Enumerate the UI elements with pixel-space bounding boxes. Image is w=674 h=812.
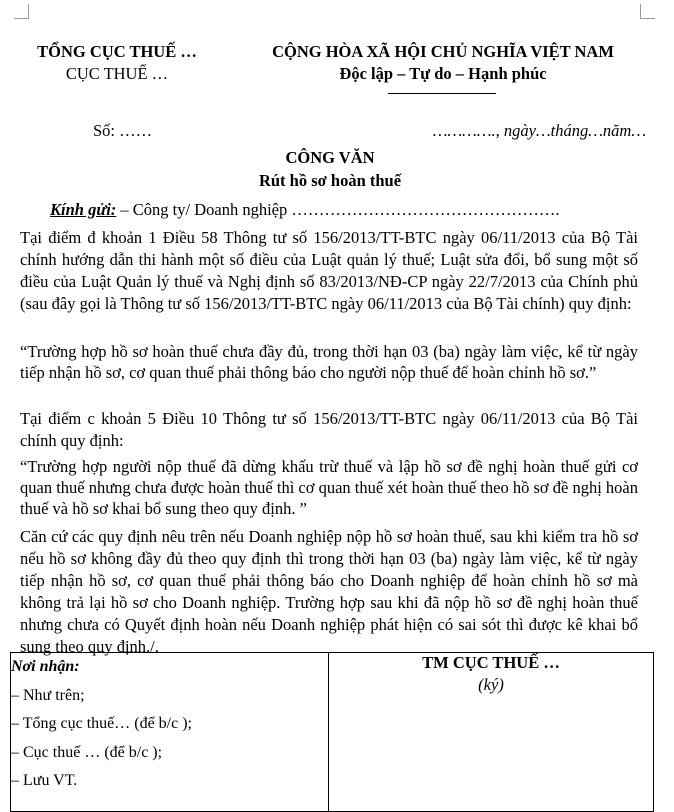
- recipients-title: Nơi nhận:: [11, 658, 80, 675]
- signature-cell: [329, 653, 654, 812]
- recipient-item: – Cục thuế … (để b/c );: [11, 743, 163, 761]
- document-number: Số: ……: [93, 121, 153, 140]
- document-subject: Rút hồ sơ hoàn thuế: [258, 171, 402, 190]
- body-paragraph-5: Căn cứ các quy định nêu trên nếu Doanh nghiệp nộp hồ sơ hoàn thuế, sau khi kiểm tra hồ sơ nếu hồ sơ không đầy đủ theo quy định thì trong thời hạn 03 (ba) ngày làm việc, kể từ ngày tiếp nhận hồ sơ, cơ quan thuế phải thông báo cho Doanh nghiệp để hoàn chỉnh hồ sơ mà không trả lại hồ sơ cho Doanh nghiệp. Trường hợp sau khi đã nộp hồ sơ đề nghị hoàn thuế nhưng chưa có Quyết định hoàn nếu Doanh nghiệp phát hiện có sai sót thì được kê khai bổ sung theo quy định./.: [20, 527, 638, 656]
- national-motto: Độc lập – Tự do – Hạnh phúc: [339, 64, 547, 83]
- agency-name: TỔNG CỤC THUẾ …: [37, 42, 197, 61]
- country-name: CỘNG HÒA XÃ HỘI CHỦ NGHĨA VIỆT NAM: [272, 42, 614, 61]
- signature-table: [10, 652, 654, 812]
- motto-underline: [388, 93, 496, 94]
- recipient-item: – Lưu VT.: [11, 772, 78, 789]
- agency-sub-name: CỤC THUẾ …: [65, 64, 169, 83]
- recipient-text: – Công ty/ Doanh nghiệp ………………………………………….: [116, 200, 560, 219]
- document-title: CÔNG VĂN: [285, 148, 375, 167]
- signer-title: TM CỤC THUẾ …: [422, 653, 560, 672]
- document-date: …………., ngày…tháng…năm…: [432, 121, 646, 140]
- page-corner-mark-right: [640, 4, 655, 19]
- body-paragraph-1: Tại điểm đ khoản 1 Điều 58 Thông tư số 156/2013/TT-BTC ngày 06/11/2013 của Bộ Tài chính hướng dẫn thi hành một số điều của Luật quản lý thuế; Luật sửa đổi, bổ sung một số điều của Luật Quản lý thuế và Nghị định số 83/2013/NĐ-CP ngày 22/7/2013 của Chính phủ (sau đây gọi là Thông tư số 156/2013/TT-BTC ngày 06/11/2013 của Bộ Tài chính) quy định:: [20, 228, 638, 313]
- signer-note: (ký): [478, 675, 504, 694]
- recipient-label: Kính gửi:: [50, 200, 117, 219]
- recipients-cell: [11, 653, 329, 812]
- recipient-item: – Như trên;: [11, 686, 85, 704]
- body-paragraph-3: Tại điểm c khoản 5 Điều 10 Thông tư số 156/2013/TT-BTC ngày 06/11/2013 của Bộ Tài chính quy định:: [20, 409, 638, 450]
- recipient-item: – Tổng cục thuế… (để b/c );: [11, 715, 192, 732]
- body-paragraph-2: “Trường hợp hồ sơ hoàn thuế chưa đầy đủ, trong thời hạn 03 (ba) ngày làm việc, kể từ ngày tiếp nhận hồ sơ, cơ quan thuế phải thông báo cho người nộp thuế để hoàn chỉnh hồ sơ.”: [20, 342, 638, 382]
- page-corner-mark-left: [14, 4, 29, 19]
- body-paragraph-4: “Trường hợp người nộp thuế đã dừng khấu trừ thuế và lập hồ sơ đề nghị hoàn thuế gửi cơ quan thuế nhưng chưa được hoàn thuế thì cơ quan thuế xét hoàn thuế theo hồ sơ đề nghị hoàn thuế và hồ sơ khai bổ sung theo quy định. ”: [20, 457, 638, 518]
- recipient-line: [50, 200, 560, 220]
